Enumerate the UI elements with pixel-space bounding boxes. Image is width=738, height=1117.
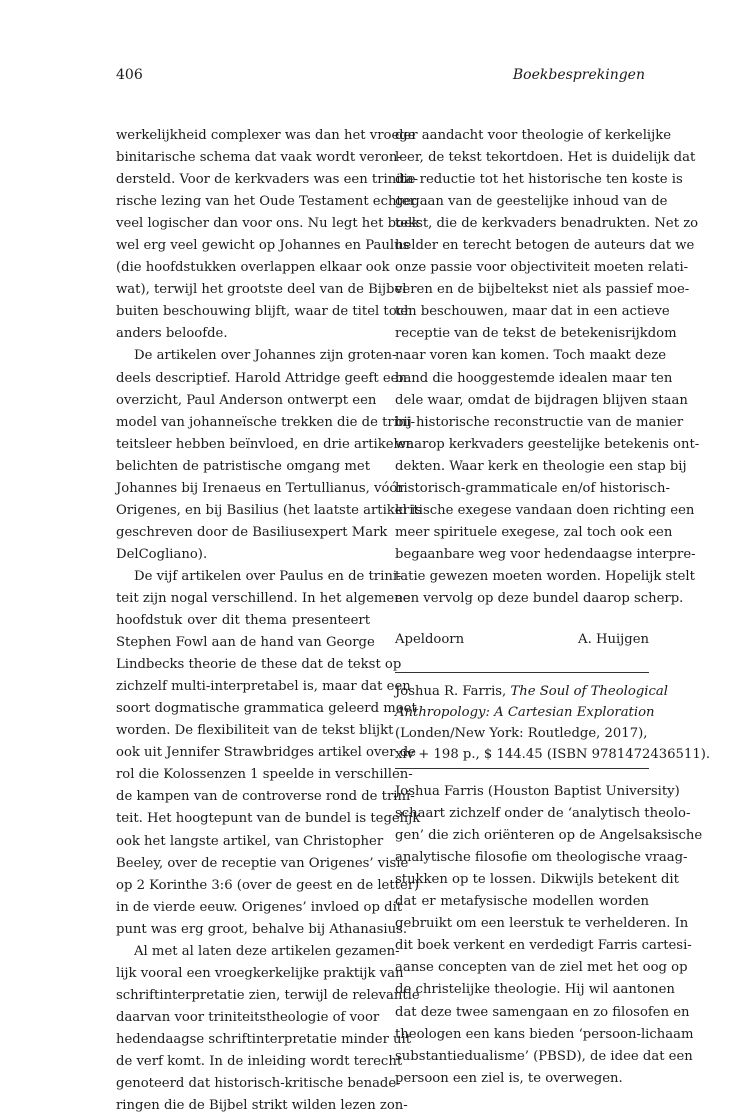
left-column	[116, 125, 422, 1117]
text-line: binitarische schema dat vaak wordt veron-	[116, 150, 402, 166]
text-line: wel erg veel gewicht op Johannes en Paulus	[116, 238, 410, 254]
divider-top	[395, 672, 649, 673]
text-line: de verf komt. In de inleiding wordt terecht	[116, 1053, 403, 1069]
text-line: der aandacht voor theologie of kerkelijke	[395, 128, 672, 143]
book-details: xiv + 198 p., $ 144.45 (ISBN 9781472436511).	[395, 747, 711, 763]
text-line: gegaan van de geestelijke inhoud van de	[395, 194, 668, 210]
signature-reviewer: A. Huijgen	[578, 632, 649, 648]
text-line: overzicht, Paul Anderson ontwerpt een	[116, 392, 377, 408]
text-line: genoteerd dat historisch-kritische benade-	[116, 1076, 401, 1092]
text-line: punt was erg groot, behalve bij Athanasius.	[116, 921, 408, 937]
text-line: Beeley, over de receptie van Origenes’ visie	[116, 855, 409, 871]
text-line: Origenes, en bij Basilius (het laatste artikel is	[116, 502, 422, 518]
text-line: schriftinterpretatie zien, terwijl de relevantie	[116, 987, 420, 1003]
text-line: tatie gewezen moeten worden. Hopelijk stelt	[395, 568, 695, 584]
text-line: hedendaagse schriftinterpretatie minder uit	[116, 1031, 412, 1047]
book-title-line2: Anthropology: A Cartesian Exploration	[395, 705, 655, 721]
text-line: veel logischer dan voor ons. Nu legt het boek	[116, 216, 420, 232]
text-line: Johannes bij Irenaeus en Tertullianus, vóór	[116, 480, 404, 496]
text-line: Al met al laten deze artikelen gezamen-	[134, 943, 400, 959]
book-title-line1: The Soul of Theological	[510, 684, 668, 700]
text-line: (die hoofdstukken overlappen elkaar ook	[116, 260, 390, 276]
text-line: worden. De flexibiliteit van de tekst blijkt	[116, 723, 394, 739]
text-line: leer, de tekst tekortdoen. Het is duidelijk dat	[395, 150, 696, 166]
text-line: rische lezing van het Oude Testament echter	[116, 194, 416, 210]
text-line: analytische filosofie om theologische vraag-	[395, 850, 688, 866]
text-line: substantiedualisme’ (PBSD), de idee dat een	[395, 1048, 693, 1064]
text-line: gen’ die zich oriënteren op de Angelsaksische	[395, 828, 703, 844]
text-line: dele waar, omdat de bijdragen blijven staan	[395, 392, 688, 408]
text-line: persoon een ziel is, te overwegen.	[395, 1070, 623, 1086]
text-line: lijk vooral een vroegkerkelijke praktijk van	[116, 965, 404, 981]
text-line: meer spirituele exegese, zal toch ook een	[395, 524, 673, 540]
text-line: Lindbecks theorie de these dat de tekst op	[116, 657, 402, 673]
text-line: DelCogliano).	[116, 546, 208, 562]
text-line: die reductie tot het historische ten koste is	[395, 172, 683, 188]
text-line: kritische exegese vandaan doen richting een	[395, 502, 695, 518]
text-line: ook uit Jennifer Strawbridges artikel over de	[116, 745, 416, 761]
book-author: Joshua R. Farris,	[395, 684, 511, 700]
text-line: een vervolg op deze bundel daarop scherp.	[395, 590, 684, 606]
text-line: receptie van de tekst de betekenisrijkdom	[395, 326, 677, 342]
text-line: Joshua Farris (Houston Baptist University)	[395, 784, 680, 800]
text-line: teit. Het hoogtepunt van de bundel is tegelijk	[116, 811, 421, 827]
text-line: bij historische reconstructie van de manier	[395, 414, 684, 430]
review-signature	[395, 629, 649, 651]
text-line: teit zijn nogal verschillend. In het algemene	[116, 590, 411, 606]
review-continuation	[395, 125, 700, 610]
text-line: anders beloofde.	[116, 326, 228, 342]
text-line: op 2 Korinthe 3:6 (over de geest en de letter)	[116, 877, 420, 893]
text-line: geschreven door de Basiliusexpert Mark	[116, 524, 388, 540]
text-line: De artikelen over Johannes zijn groten-	[134, 348, 397, 364]
text-line: veren en de bijbeltekst niet als passief moe-	[395, 282, 690, 298]
text-line: tekst, die de kerkvaders benadrukten. Net zo	[395, 216, 699, 232]
text-line: ook het langste artikel, van Christopher	[116, 833, 384, 849]
text-line: daarvan voor triniteitstheologie of voor	[116, 1009, 380, 1025]
text-line: belichten de patristische omgang met	[116, 458, 370, 474]
text-line: historisch-grammaticale en/of historisch-	[395, 480, 670, 496]
text-line: dersteld. Voor de kerkvaders was een trinita-	[116, 172, 419, 188]
text-line: helder en terecht betogen de auteurs dat we	[395, 238, 695, 254]
text-line: aanse concepten van de ziel met het oog op	[395, 960, 688, 976]
text-line: waarop kerkvaders geestelijke betekenis ont-	[395, 436, 700, 452]
text-line: band die hooggestemde idealen maar ten	[395, 370, 673, 386]
text-line: wat), terwijl het grootste deel van de Bijbel	[116, 282, 407, 298]
text-line: dat er metafysische modellen worden	[395, 894, 649, 910]
text-line: hoofdstuk over dit thema presenteert	[116, 613, 370, 629]
text-line: ten beschouwen, maar dat in een actieve	[395, 304, 670, 320]
text-line: dit boek verkent en verdedigt Farris cartesi-	[395, 938, 692, 954]
text-line: ringen die de Bijbel strikt wilden lezen zon-	[116, 1098, 408, 1114]
text-line: de christelijke theologie. Hij wil aantonen	[395, 982, 675, 998]
next-review-text	[395, 781, 703, 1090]
text-line: in de vierde eeuw. Origenes’ invloed op dit	[116, 899, 403, 915]
text-line: buiten beschouwing blijft, waar de titel toch	[116, 304, 413, 320]
text-line: Stephen Fowl aan de hand van George	[116, 635, 375, 651]
text-line: soort dogmatische grammatica geleerd moet	[116, 701, 417, 717]
text-line: gebruikt om een leerstuk te verhelderen. In	[395, 916, 689, 932]
text-line: schaart zichzelf onder de ‘analytisch theolo-	[395, 806, 691, 822]
text-line: dat deze twee samengaan en zo filosofen en	[395, 1004, 690, 1020]
text-line: model van johanneïsche trekken die de trini-	[116, 414, 416, 430]
text-line: deels descriptief. Harold Attridge geeft een	[116, 370, 407, 386]
text-line: stukken op te lossen. Dikwijls betekent dit	[395, 872, 679, 888]
text-line: dekten. Waar kerk en theologie een stap bij	[395, 458, 687, 474]
text-line: naar voren kan komen. Toch maakt deze	[395, 348, 667, 364]
text-line: zichzelf multi-interpretabel is, maar dat een	[116, 679, 411, 695]
page-number: 406	[116, 67, 143, 83]
book-publisher: (Londen/New York: Routledge, 2017),	[395, 726, 648, 742]
text-line: De vijf artikelen over Paulus en de trini-	[134, 568, 402, 584]
text-line: teitsleer hebben beïnvloed, en drie artikelen	[116, 436, 415, 452]
text-line: onze passie voor objectiviteit moeten relati-	[395, 260, 689, 276]
text-line: rol die Kolossenzen 1 speelde in verschillen-	[116, 767, 413, 783]
signature-place: Apeldoorn	[395, 632, 465, 648]
book-reference	[395, 681, 711, 765]
text-line: de kampen van de controverse rond de trini-	[116, 789, 415, 805]
text-line: theologen een kans bieden ‘persoon-lichaam	[395, 1026, 694, 1042]
text-line: begaanbare weg voor hedendaagse interpre-	[395, 546, 696, 562]
running-title: Boekbesprekingen	[512, 67, 645, 83]
text-line: werkelijkheid complexer was dan het vroege	[116, 128, 416, 143]
right-column	[395, 125, 711, 1090]
